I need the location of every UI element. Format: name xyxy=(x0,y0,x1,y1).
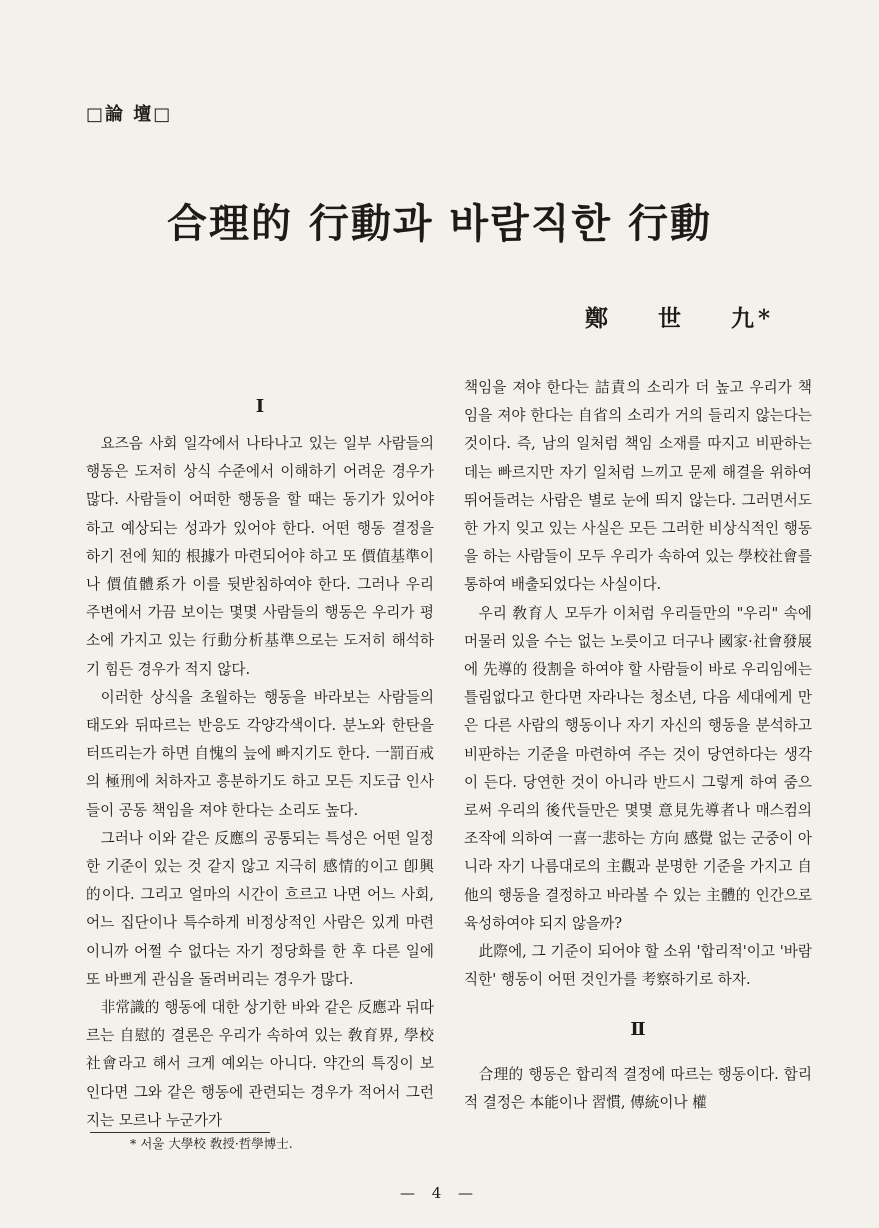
paragraph: 책임을 져야 한다는 詰責의 소리가 더 높고 우리가 책임을 져야 한다는 自省의 소리가 거의 들리지 않는다는 것이다. 즉, 남의 일처럼 책임 소재를 따지고 비판하는 데는 빠르지만 자기 일처럼 느끼고 문제 해결을 위하여 뛰어들려는 사람은 별로 눈에 띄지 않는다. 그러면서도 한 가지 잊고 있는 사실은 모든 그러한 비상식적인 행동을 하는 사람들이 모두 우리가 속하여 있는 學校社會를 통하여 배출되었다는 사실이다. xyxy=(464,379,812,594)
section-heading-2: Ⅱ xyxy=(630,1019,646,1041)
section-heading-1: I xyxy=(255,396,265,417)
page-number: — 4 — xyxy=(399,1184,480,1202)
section-tag: □論 壇□ xyxy=(86,104,173,125)
footnote: * 서울 大學校 敎授·哲學博士. xyxy=(130,1136,293,1151)
paragraph: 合理的 행동은 합리적 결정에 따르는 행동이다. 합리적 결정은 本能이나 習慣, 傳統이나 權 xyxy=(464,1065,812,1111)
paragraph: 이러한 상식을 초월하는 행동을 바라보는 사람들의 태도와 뒤따르는 반응도 각양각색이다. 분노와 한탄을 터뜨리는가 하면 自愧의 늪에 빠지기도 한다. 一罰百戒의 極刑에 처하자고 흥분하기도 하고 모든 지도급 인사들이 공동 책임을 져야 한다는 소리도 높다. xyxy=(86,688,434,819)
left-column xyxy=(86,430,434,1135)
right-column xyxy=(464,374,812,1117)
page-title: 合理的 行動과 바람직한 行動 xyxy=(167,200,712,247)
author-name: 鄭 世 九* xyxy=(585,305,775,332)
paragraph: 요즈음 사회 일각에서 나타나고 있는 일부 사람들의 행동은 도저히 상식 수준에서 이해하기 어려운 경우가 많다. 사람들이 어떠한 행동을 할 때는 동기가 있어야 하고 예상되는 성과가 있어야 한다. 어떤 행동 결정을 하기 전에 知的 根據가 마련되어야 하고 또 價值基準이나 價值體系가 이를 뒷받침하여야 한다. 그러나 우리 주변에서 가끔 보이는 몇몇 사람들의 행동은 우리가 평소에 가지고 있는 行動分析基準으로는 도저히 해석하기 힘든 경우가 적지 않다. xyxy=(86,435,434,678)
paragraph: 非常識的 행동에 대한 상기한 바와 같은 反應과 뒤따르는 自慰的 결론은 우리가 속하여 있는 敎育界, 學校社會라고 해서 크게 예외는 아니다. 약간의 특징이 보인다면 그와 같은 행동에 관련되는 경우가 적어서 그런지는 모르나 누군가가 xyxy=(86,999,434,1129)
paragraph: 此際에, 그 기준이 되어야 할 소위 '합리적'이고 '바람직한' 행동이 어떤 것인가를 考察하기로 하자. xyxy=(464,943,812,989)
paragraph: 그러나 이와 같은 反應의 공통되는 특성은 어떤 일정한 기준이 있는 것 같지 않고 지극히 感情的이고 卽興的이다. 그리고 얼마의 시간이 흐르고 나면 어느 사회, 어느 집단이나 특수하게 비정상적인 사람은 있게 마련이니까 어쩔 수 없다는 자기 정당화를 한 후 다른 일에 또 바쁘게 관심을 돌려버리는 경우가 많다. xyxy=(86,829,435,988)
footnote-divider xyxy=(90,1132,270,1133)
paragraph: 우리 敎育人 모두가 이처럼 우리들만의 "우리" 속에 머물러 있을 수는 없는 노릇이고 더구나 國家·社會發展에 先導的 役割을 하여야 할 사람들이 바로 우리임에는 틀림없다고 한다면 자라나는 청소년, 다음 세대에게 만은 다른 사람의 행동이나 자기 자신의 행동을 분석하고 비판하는 기준을 마련하여 주는 것이 당연하다는 생각이 든다. 당연한 것이 아니라 반드시 그렇게 하여 줌으로써 우리의 後代들만은 몇몇 意見先導者나 매스컴의 조작에 의하여 一喜一悲하는 方向 感覺 없는 군중이 아니라 자기 나름대로의 主觀과 분명한 기준을 가지고 自他의 행동을 결정하고 바라볼 수 있는 主體的 인간으로 육성하여야 되지 않을까? xyxy=(464,604,812,932)
